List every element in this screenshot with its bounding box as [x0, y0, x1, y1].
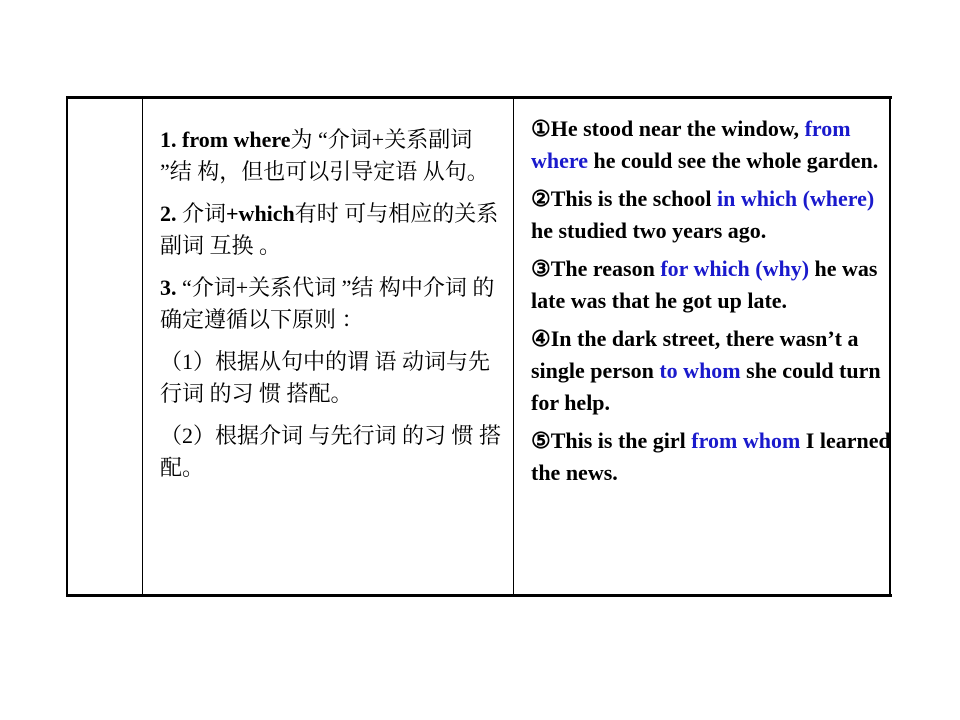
- sub-2-number: （2）: [160, 423, 216, 448]
- rule-1-text: 为 “介词+关系副词 ”结 构，但也可以引导定语 从句。: [160, 127, 489, 184]
- example-5-highlight: from whom: [691, 428, 801, 453]
- example-2-post: he studied two years ago.: [531, 218, 767, 243]
- example-1-post: he could see the whole garden.: [588, 148, 879, 173]
- column-divider-1: [142, 96, 143, 597]
- examples-cell: [531, 113, 891, 495]
- rule-3: [160, 272, 505, 336]
- example-4-pre: ④In the dark street, there wasn’t a single person: [531, 326, 859, 383]
- example-sentence-2: [531, 183, 891, 247]
- rule-2-english: +which: [226, 201, 295, 226]
- example-sentence-5: [531, 425, 891, 489]
- example-3-post: he was late was that he got up late.: [531, 256, 878, 313]
- rules-cell: [160, 124, 505, 494]
- rule-3-text: “介词+关系代词 ”结 构中介词 的确定遵循以下原则 ：: [160, 275, 495, 332]
- example-1-highlight: from where: [531, 116, 851, 173]
- example-2-highlight: in which (where): [716, 186, 875, 211]
- rule-2-number: 2.: [160, 201, 177, 226]
- example-1-pre: ①He stood near the window,: [531, 116, 805, 141]
- sub-1-number: （1）: [160, 349, 216, 374]
- example-5-pre: ⑤This is the girl: [531, 428, 692, 453]
- rule-1-english: from where: [176, 127, 291, 152]
- example-2-pre: ②This is the school: [531, 186, 717, 211]
- rule-2-text-b: 有时 可与相应的关系副词 互换 。: [160, 201, 499, 258]
- rule-3-sub-1: [160, 346, 505, 410]
- rule-3-number: 3.: [160, 275, 177, 300]
- sub-1-text: 根据从句中的谓 语 动词与先行词 的习 惯 搭配。: [160, 349, 491, 406]
- rule-1: [160, 124, 505, 188]
- example-4-post: she could turn for help.: [531, 358, 881, 415]
- rule-2-text-a: 介词: [176, 201, 227, 226]
- example-4-highlight: to whom: [659, 358, 741, 383]
- example-5-post: I learned the news.: [531, 428, 891, 485]
- table-border-top: [66, 96, 892, 99]
- rule-3-sub-2: [160, 420, 505, 484]
- rule-2: [160, 198, 505, 262]
- column-divider-2: [513, 96, 514, 597]
- example-3-pre: ③The reason: [531, 256, 661, 281]
- example-sentence-1: [531, 113, 891, 177]
- sub-2-text: 根据介词 与先行词 的习 惯 搭配。: [160, 423, 502, 480]
- example-sentence-3: [531, 253, 891, 317]
- table-border-left: [66, 96, 68, 597]
- rule-1-number: 1.: [160, 127, 177, 152]
- example-3-highlight: for which (why): [660, 256, 810, 281]
- table-border-bottom: [66, 594, 892, 597]
- example-sentence-4: [531, 323, 891, 419]
